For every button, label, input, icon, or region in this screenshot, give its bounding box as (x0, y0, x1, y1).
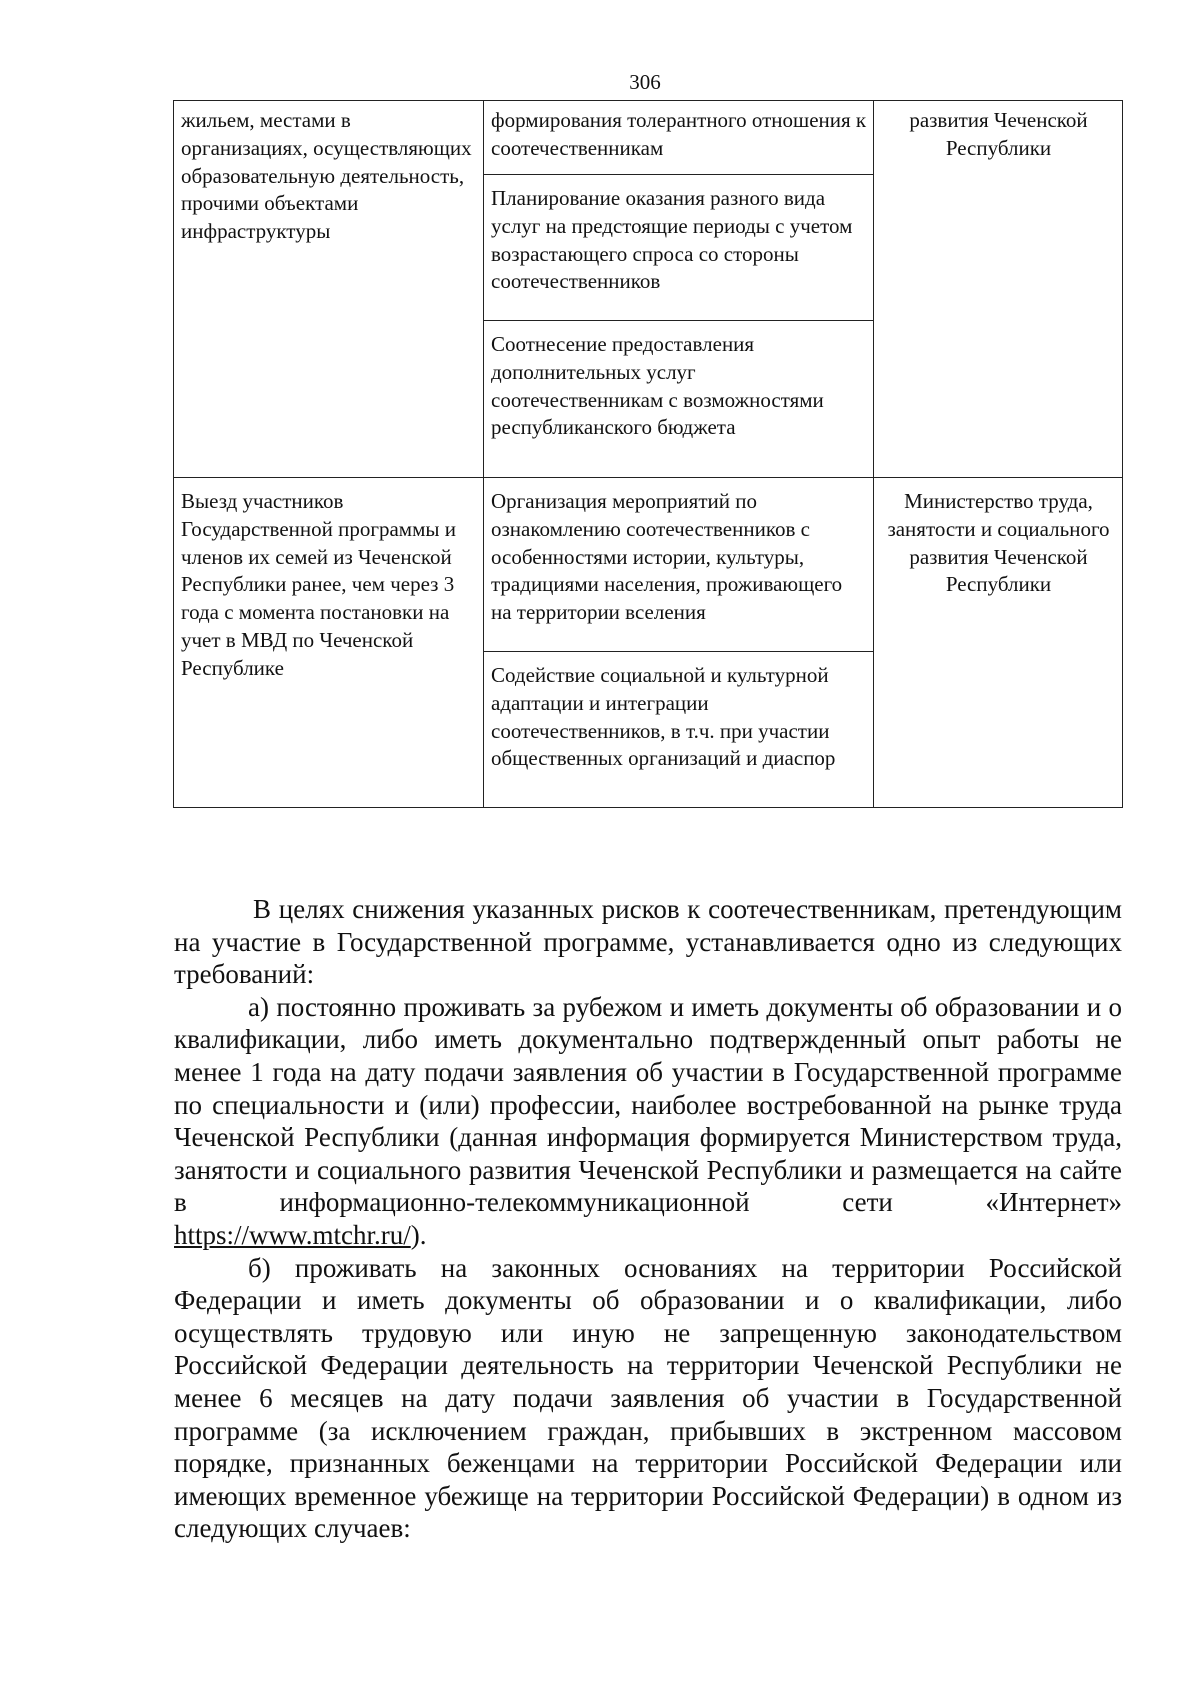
measure-cell: формирования толерантного отношения к соотечественникам (484, 101, 874, 175)
item-a-text: а) постоянно проживать за рубежом и иметь документы об образовании и о квалификации, либо иметь документально подтвержденный опыт работы не менее 1 года на дату подачи заявления об участии в Государственной программе по специальности и (или) профессии, наиболее востребованной на рынке труда Чеченской Республики (данная информация формируется Министерством труда, занятости и социального развития Чеченской Республики и размещается на сайте в информационно-телекоммуникационной сети «Интернет» (174, 991, 1122, 1218)
table-row (174, 101, 1123, 175)
body-text (174, 893, 1122, 1545)
measure-cell: Содействие социальной и культурной адаптации и интеграции соотечественников, в т.ч. при участии общественных организаций и диаспор (484, 652, 874, 808)
risk-cell: Выезд участников Государственной программы и членов их семей из Чеченской Республики ранее, чем через 3 года с момента постановки на учет в МВД по Чеченской Республике (174, 478, 484, 808)
measure-cell: Соотнесение предоставления дополнительных услуг соотечественникам с возможностями республиканского бюджета (484, 321, 874, 478)
item-b-paragraph: б) проживать на законных основаниях на территории Российской Федерации и иметь документы об образовании и о квалификации, либо осуществлять трудовую или иную не запрещенную законодательством Российской Федерации деятельность на территории Чеченской Республики не менее 6 месяцев на дату подачи заявления об участии в Государственной программе (за исключением граждан, прибывших в экстренном массовом порядке, признанных беженцами на территории Российской Федерации или имеющих временное убежище на территории Российской Федерации) в одном из следующих случаев: (174, 1252, 1122, 1544)
measures-table (173, 100, 1123, 808)
measure-cell: Организация мероприятий по ознакомлению соотечественников с особенностями истории, культуры, традициями населения, проживающего на территории вселения (484, 478, 874, 652)
item-a-paragraph (174, 991, 1122, 1252)
measure-cell: Планирование оказания разного вида услуг на предстоящие периоды с учетом возрастающего спроса со стороны соотечественников (484, 175, 874, 321)
table-row (174, 478, 1123, 652)
page-number: 306 (629, 70, 661, 94)
intro-paragraph: В целях снижения указанных рисков к соотечественникам, претендующим на участие в Государственной программе, устанавливается одно из следующих требований: (174, 894, 1122, 990)
responsible-cell: развития Чеченской Республики (874, 101, 1123, 478)
risk-cell: жильем, местами в организациях, осуществляющих образовательную деятельность, прочими объектами инфраструктуры (174, 101, 484, 478)
responsible-cell: Министерство труда, занятости и социального развития Чеченской Республики (874, 478, 1123, 808)
item-a-end: ). (410, 1219, 427, 1250)
ministry-website-link[interactable]: https://www.mtchr.ru/ (174, 1219, 411, 1250)
